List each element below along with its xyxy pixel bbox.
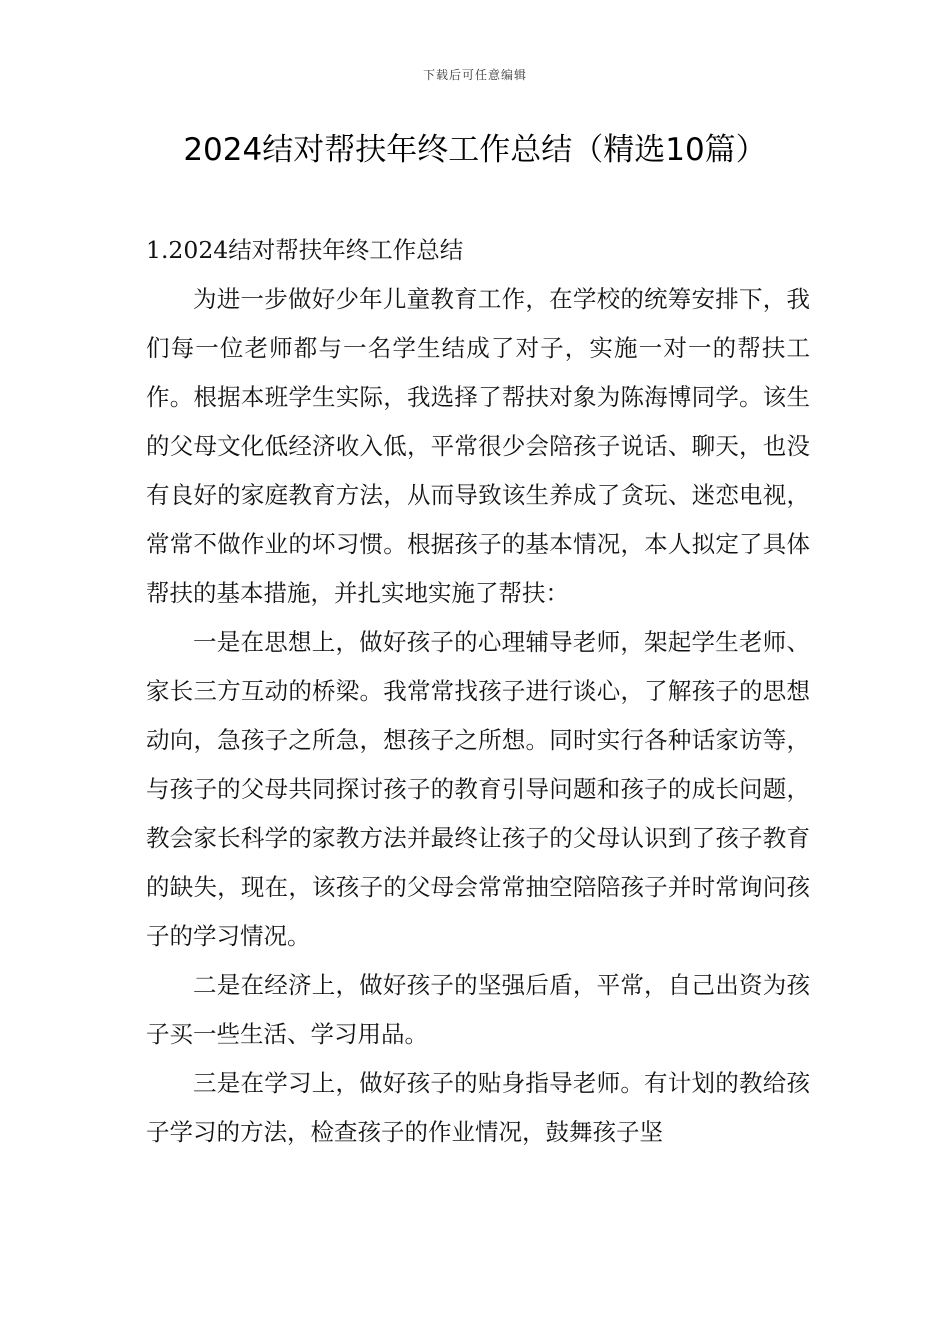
paragraph-study: 三是在学习上，做好孩子的贴身指导老师。有计划的教给孩子学习的方法，检查孩子的作业情况，鼓舞孩子坚: [146, 1069, 810, 1146]
paragraph-intro: 为进一步做好少年儿童教育工作，在学校的统筹安排下，我们每一位老师都与一名学生结成了对子，实施一对一的帮扶工作。根据本班学生实际，我选择了帮扶对象为陈海博同学。该生的父母文化低经济收入低，平常很少会陪孩子说话、聊天，也没有良好的家庭教育方法，从而导致该生养成了贪玩、迷恋电视，常常不做作业的坏习惯。根据孩子的基本情况，本人拟定了具体帮扶的基本措施，并扎实地实施了帮扶：: [146, 285, 810, 607]
header-note: 下载后可任意编辑: [422, 68, 527, 82]
section-heading: 1.2024结对帮扶年终工作总结: [146, 236, 464, 264]
document-body: [146, 226, 810, 1157]
paragraph-thought: 一是在思想上，做好孩子的心理辅导老师，架起学生老师、家长三方互动的桥梁。我常常找孩子进行谈心，了解孩子的思想动向，急孩子之所急，想孩子之所想。同时实行各种话家访等，与孩子的父母共同探讨孩子的教育引导问题和孩子的成长问题，教会家长科学的家教方法并最终让孩子的父母认识到了孩子教育的缺失，现在，该孩子的父母会常常抽空陪陪孩子并时常询问孩子的学习情况。: [146, 628, 810, 950]
document-title: 2024结对帮扶年终工作总结（精选10篇）: [183, 132, 767, 168]
paragraph-economy: 二是在经济上，做好孩子的坚强后盾，平常，自己出资为孩子买一些生活、学习用品。: [146, 971, 810, 1048]
